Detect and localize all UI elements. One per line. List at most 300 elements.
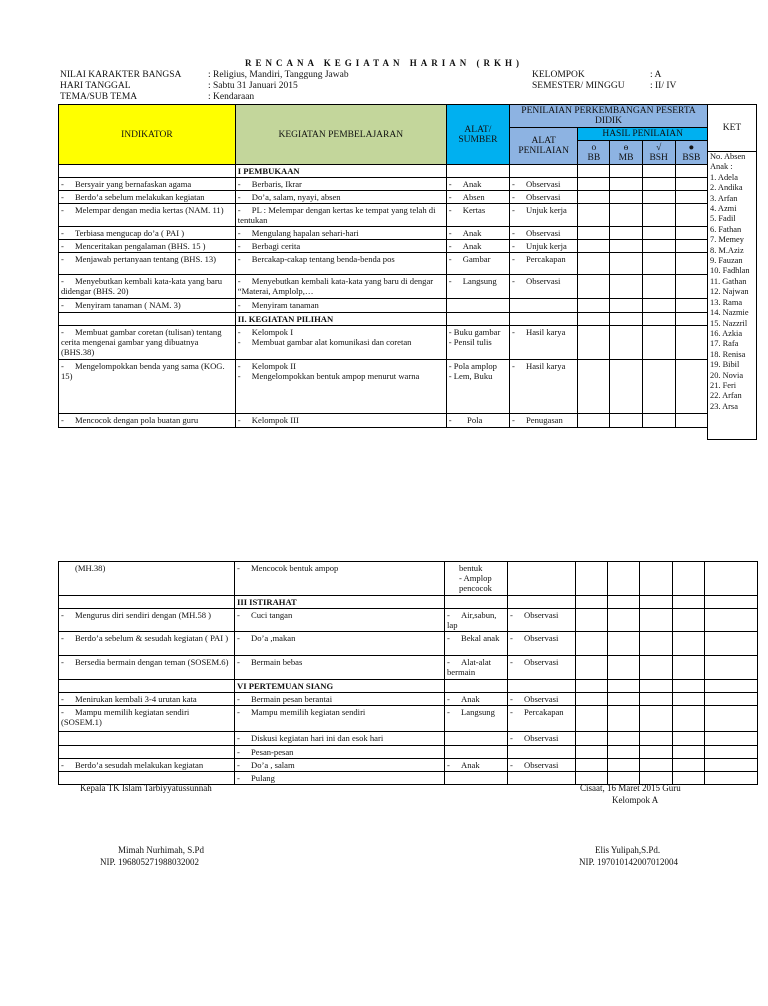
table-row [59,609,758,632]
score-cell[interactable] [578,227,610,240]
score-cell[interactable] [610,191,642,204]
score-cell[interactable] [642,326,675,360]
penilaian-cell: - Observasi [508,732,576,746]
kegiatan-cell-text: Berbaris, Ikrar [251,179,302,189]
alat-cell-text: Absen [462,192,485,202]
table-row [59,656,758,680]
score-bb [578,141,610,165]
kegiatan-cell: - Cuci tangan [235,609,445,632]
penilaian-cell-text: Percakapan [524,707,564,717]
table-row [59,562,758,596]
score-cell[interactable] [610,313,642,326]
score-cell[interactable] [608,680,640,693]
penilaian-cell-text: Hasil karya [526,361,566,371]
score-cell[interactable] [642,253,675,275]
table-row [59,227,708,240]
score-cell[interactable] [576,693,608,706]
kegiatan-cell: - Mengulang hapalan sehari-hari [235,227,446,240]
score-cell[interactable] [576,746,608,759]
kelompok-label: Kelompok I [251,327,294,337]
table-row [59,706,758,732]
kegiatan-cell-text: Mengulang hapalan sehari-hari [251,228,359,238]
score-cell[interactable] [642,204,675,227]
alat-cell-text: Anak [462,228,482,238]
score-cell[interactable] [675,299,707,313]
indikator-cell: - Mampu memilih kegiatan sendiri (SOSEM.1) [59,706,235,732]
score-cell[interactable] [576,732,608,746]
penilaian-cell: - Observasi [510,227,578,240]
kegiatan-cell-text: Berbagi cerita [251,241,301,251]
indikator-cell: - Menceritakan pengalaman (BHS. 15 ) [59,240,236,253]
score-cell[interactable] [640,562,673,596]
score-cell[interactable] [608,746,640,759]
student-entry: 11. Gathan [710,276,747,286]
score-cell[interactable] [576,632,608,656]
info-left [60,70,349,103]
penilaian-cell [508,772,576,785]
header-alat-penilaian: ALAT PENILAIAN [510,128,578,165]
kegiatan-cell: - Bermain pesan berantai [235,693,445,706]
table-row [59,326,708,360]
score-symbol: ● [688,142,695,153]
header-ket: KET [707,104,757,152]
penilaian-cell-text: Observasi [524,633,559,643]
score-symbol: o [591,142,597,153]
indikator-cell-text: Bersyair yang bernafaskan agama [75,179,192,189]
rkh-table-2 [58,561,758,785]
score-cell[interactable] [675,275,707,299]
score-label: MB [618,152,634,163]
score-cell[interactable] [675,227,707,240]
student-entry: 19. Bibil [710,360,740,370]
student-entry: 20. Novia [710,370,744,380]
score-cell[interactable] [576,596,608,609]
alat-cell [446,360,509,414]
indikator-cell [59,732,235,746]
score-cell[interactable] [576,680,608,693]
score-cell[interactable] [640,680,673,693]
kegiatan-cell: - Berbaris, Ikrar [235,178,446,191]
student-entry: 7. Memey [710,235,744,245]
indikator-cell: - Menjawab pertanyaan tentang (BHS. 13) [59,253,236,275]
kegiatan-cell-text: Menyebutkan kembali kata-kata yang baru di dengar “Materai, Amplolp,… [237,276,434,296]
table-row [59,732,758,746]
score-cell[interactable] [608,693,640,706]
score-cell[interactable] [610,165,642,178]
info-label: KELOMPOK [532,70,585,80]
info-value: : Kendaraan [208,92,255,102]
ket-cell [705,562,758,596]
score-cell[interactable] [608,706,640,732]
kegiatan-cell: - Diskusi kegiatan hari ini dan esok hari [235,732,445,746]
student-entry: 2. Andika [710,183,743,193]
score-cell[interactable] [610,360,642,414]
score-mb [610,141,642,165]
score-cell[interactable] [608,596,640,609]
score-cell[interactable] [673,693,705,706]
kegiatan-cell-text: Bercakap-cakap tentang benda-benda pos [251,254,395,264]
score-cell[interactable] [578,240,610,253]
score-cell[interactable] [610,326,642,360]
indikator-cell: - Bersyair yang bernafaskan agama [59,178,236,191]
indikator-cell: - Mengelompokkan benda yang sama (KOG. 15) [59,360,236,414]
kegiatan-cell-text: Do’a ,makan [251,633,296,643]
kegiatan-cell-text: Do’a, salam, nyayi, absen [251,192,341,202]
score-bsh [642,141,675,165]
indikator-cell-text: Terbiasa mengucap do’a ( PAI ) [75,228,185,238]
section-pertemuan-siang: VI PERTEMUAN SIANG [235,680,445,693]
penilaian-cell-text: Observasi [526,192,561,202]
penilaian-cell: - Hasil karya [510,360,578,414]
penilaian-cell: - Observasi [508,632,576,656]
score-cell[interactable] [675,313,707,326]
score-cell[interactable] [608,609,640,632]
score-cell[interactable] [675,360,707,414]
table-row [59,414,708,428]
header-hasil-penilaian: HASIL PENILAIAN [578,128,708,141]
score-cell[interactable] [610,204,642,227]
rkh-table-1 [58,104,708,428]
score-cell[interactable] [673,596,705,609]
table-row [59,360,708,414]
alat-cell-text: Anak [462,241,482,251]
indikator-cell-text: Melempar dengan media kertas (NAM. 11) [75,205,224,215]
ket-cell [705,746,758,759]
headmaster-title: Kepala TK Islam Tarbiyyatussunnah [80,783,212,793]
kegiatan-cell-text: Cuci tangan [251,610,293,620]
alat-cell: - Bekal anak [445,632,508,656]
kegiatan-cell: - Kelompok I - Membuat gambar alat komunikasi dan coretan [235,326,446,360]
kegiatan-cell-text: Pulang [251,773,275,783]
ket-cell [705,772,758,785]
score-cell[interactable] [675,253,707,275]
score-cell[interactable] [673,759,705,772]
alat-cell: - Anak [445,693,508,706]
indikator-cell [59,746,235,759]
score-cell[interactable] [578,360,610,414]
alat-cell-text: Bekal anak [461,633,500,643]
indikator-cell: (MH.38) [59,562,235,596]
alat-cell: - Langsung [445,706,508,732]
table-row [59,178,708,191]
kegiatan-text: Membuat gambar alat komunikasi dan coretan [251,337,412,347]
penilaian-cell: - Unjuk kerja [510,240,578,253]
info-value: : Sabtu 31 Januari 2015 [208,81,298,91]
kegiatan-cell: - Mencocok bentuk ampop [235,562,445,596]
score-cell[interactable] [640,609,673,632]
kegiatan-cell: - PL : Melempar dengan kertas ke tempat yang telah di tentukan [235,204,446,227]
indikator-cell: - Berdo’a sebelum & sesudah kegiatan ( PAI ) [59,632,235,656]
student-entry: 10. Fadhlan [710,266,750,276]
score-cell[interactable] [608,562,640,596]
score-symbol: √ [656,142,662,153]
score-cell[interactable] [608,732,640,746]
info-label: NILAI KARAKTER BANGSA [60,70,182,80]
alat-cell-text: Langsung [462,276,497,286]
student-entry: 1. Adela [710,172,738,182]
ket-cell [705,656,758,680]
headmaster-nip: NIP. 196805271988032002 [100,857,200,867]
penilaian-cell-text: Unjuk kerja [526,241,567,251]
header-indikator: INDIKATOR [59,105,236,165]
alat-cell [445,746,508,759]
info-label: TEMA/SUB TEMA [60,92,138,102]
score-cell[interactable] [673,680,705,693]
score-cell[interactable] [576,609,608,632]
ket-heading: No. Absen Anak : [710,152,746,172]
indikator-cell-text: Mampu memilih kegiatan sendiri (SOSEM.1) [61,707,190,727]
alat-cell: - Kertas [446,204,509,227]
score-cell[interactable] [673,656,705,680]
score-cell[interactable] [578,178,610,191]
penilaian-cell-text: Unjuk kerja [526,205,567,215]
penilaian-cell-text: Observasi [526,179,561,189]
score-cell[interactable] [578,204,610,227]
score-cell[interactable] [673,732,705,746]
table-row [59,253,708,275]
score-label: BSH [649,152,668,163]
indikator-cell-text: Menyiram tanaman ( NAM. 3) [75,300,181,310]
score-cell[interactable] [640,596,673,609]
alat-cell [446,326,509,360]
alat-cell-text: Anak [461,694,480,704]
header-kegiatan: KEGIATAN PEMBELAJARAN [235,105,446,165]
score-symbol: ɵ [623,142,629,153]
score-cell[interactable] [640,656,673,680]
alat-cell: - Anak [446,178,509,191]
score-cell[interactable] [576,706,608,732]
score-cell[interactable] [578,313,610,326]
penilaian-cell-text: Penugasan [526,415,563,425]
indikator-cell-text: Berdo’a sebelum melakukan kegiatan [75,192,205,202]
teacher-nip: NIP. 197010142007012004 [579,857,679,867]
score-cell[interactable] [675,204,707,227]
document-title: RENCANA KEGIATAN HARIAN (RKH) [245,58,523,68]
penilaian-cell: - Observasi [510,275,578,299]
score-cell[interactable] [576,562,608,596]
score-cell[interactable] [673,609,705,632]
student-entry: 6. Fathan [710,224,742,234]
score-cell[interactable] [673,706,705,732]
alat-cell-text: Pola [467,415,483,425]
kegiatan-cell: - Bercakap-cakap tentang benda-benda pos [235,253,446,275]
score-cell[interactable] [675,326,707,360]
indikator-cell-text: Menirukan kembali 3-4 urutan kata [75,694,197,704]
kegiatan-cell-text: Bermain bebas [251,657,303,667]
kegiatan-cell-text: Pesan-pesan [251,747,294,757]
table-row [59,275,708,299]
score-cell[interactable] [642,313,675,326]
kegiatan-cell-text: PL : Melempar dengan kertas ke tempat yang telah di tentukan [237,205,436,225]
score-cell[interactable] [673,562,705,596]
student-entry: 5. Fadil [710,214,736,224]
penilaian-cell: - Observasi [508,609,576,632]
score-bsb [675,141,707,165]
penilaian-cell: - Hasil karya [510,326,578,360]
indikator-cell: - Menirukan kembali 3-4 urutan kata [59,693,235,706]
kelompok-label: Kelompok III [251,415,299,425]
indikator-cell-text: Menjawab pertanyaan tentang (BHS. 13) [75,254,217,264]
indikator-cell: - Terbiasa mengucap do’a ( PAI ) [59,227,236,240]
penilaian-cell-text: Percakapan [526,254,566,264]
alat-cell-text: - Buku gambar - Pensil tulis [448,327,501,347]
score-cell[interactable] [640,732,673,746]
score-label: BB [587,152,601,163]
penilaian-cell-text: Hasil karya [526,327,566,337]
score-cell[interactable] [610,253,642,275]
penilaian-cell: - Observasi [510,191,578,204]
score-cell[interactable] [608,632,640,656]
table-row [59,299,708,313]
indikator-cell: - Bersedia bermain dengan teman (SOSEM.6) [59,656,235,680]
header-alat-sumber: ALAT/ SUMBER [446,105,509,165]
score-cell[interactable] [675,414,707,428]
kegiatan-cell-text: Bermain pesan berantai [251,694,333,704]
score-cell[interactable] [642,414,675,428]
score-cell[interactable] [642,299,675,313]
penilaian-cell [510,299,578,313]
table-row [59,191,708,204]
alat-cell: - Langsung [446,275,509,299]
indikator-cell-text: Membuat gambar coretan (tulisan) tentang cerita mengenai gambar yang dibuatnya (BHS.38) [61,327,222,357]
student-entry: 9. Fauzan [710,256,743,266]
score-cell[interactable] [675,165,707,178]
student-entry: 8. M.Aziz [710,245,744,255]
alat-cell-text: Anak [461,760,480,770]
score-cell[interactable] [578,275,610,299]
teacher-title-1: Cisaat, 16 Maret 2015 Guru [580,783,681,793]
info-value: : II/ IV [650,81,677,91]
kegiatan-cell: - Menyiram tanaman [235,299,446,313]
score-cell[interactable] [642,227,675,240]
score-cell[interactable] [675,178,707,191]
score-cell[interactable] [578,299,610,313]
kegiatan-cell: - Do’a , salam [235,759,445,772]
score-cell[interactable] [578,326,610,360]
alat-cell-text: - Pola amplop - Lem, Buku [448,361,497,381]
penilaian-cell: - Observasi [508,693,576,706]
kelompok-label: Kelompok II [251,361,296,371]
score-cell[interactable] [610,275,642,299]
score-cell[interactable] [578,253,610,275]
penilaian-cell-text: Observasi [524,694,559,704]
table-row [59,746,758,759]
indikator-cell: - Melempar dengan media kertas (NAM. 11) [59,204,236,227]
indikator-cell: - Menyebutkan kembali kata-kata yang baru didengar (BHS. 20) [59,275,236,299]
indikator-cell-text: Mengurus diri sendiri dengan (MH.58 ) [75,610,212,620]
kegiatan-cell: - Menyebutkan kembali kata-kata yang baru di dengar “Materai, Amplolp,… [235,275,446,299]
score-cell[interactable] [610,414,642,428]
score-cell[interactable] [673,746,705,759]
alat-cell: - Alat-alat bermain [445,656,508,680]
student-entry: 12. Najwan [710,287,749,297]
student-entry: 18. Renisa [710,349,746,359]
penilaian-cell: - Observasi [508,759,576,772]
student-entry: 17. Rafa [710,339,739,349]
alat-cell: - Anak [445,759,508,772]
penilaian-cell: - Percakapan [508,706,576,732]
score-cell[interactable] [608,656,640,680]
table-row [59,759,758,772]
ket-student-list [707,151,757,440]
ket-cell [705,732,758,746]
score-cell[interactable] [578,191,610,204]
ket-cell [705,632,758,656]
score-cell[interactable] [675,240,707,253]
kegiatan-text: Mencocok bentuk ampop [251,563,339,573]
indikator-cell: - Berdo’a sebelum melakukan kegiatan [59,191,236,204]
score-cell[interactable] [640,759,673,772]
score-cell[interactable] [642,191,675,204]
kegiatan-cell: - Pulang [235,772,445,785]
kegiatan-cell: - Kelompok III [235,414,446,428]
penilaian-cell [508,746,576,759]
indikator-cell: - Mencocok dengan pola buatan guru [59,414,236,428]
score-cell[interactable] [642,178,675,191]
score-cell[interactable] [578,414,610,428]
kegiatan-cell: - Kelompok II - Mengelompokkan bentuk ampop menurut warna [235,360,446,414]
score-cell[interactable] [610,299,642,313]
kegiatan-cell-text: Mampu memilih kegiatan sendiri [251,707,366,717]
info-value: : A [650,70,662,80]
section-pembukaan: I PEMBUKAAN [235,165,446,178]
header-penilaian-perkembangan: PENILAIAN PERKEMBANGAN PESERTA DIDIK [510,105,708,128]
alat-cell-text: Langsung [461,707,495,717]
score-cell[interactable] [640,693,673,706]
section-pilihan: II. KEGIATAN PILIHAN [235,313,446,326]
kegiatan-cell: - Pesan-pesan [235,746,445,759]
indikator-cell-text: Mengelompokkan benda yang sama (KOG. 15) [61,361,225,381]
score-cell[interactable] [610,227,642,240]
penilaian-cell-text: Observasi [524,733,559,743]
score-cell[interactable] [642,360,675,414]
student-entry: 14. Nazmie [710,308,749,318]
info-label: HARI TANGGAL [60,81,131,91]
score-cell[interactable] [576,656,608,680]
score-cell[interactable] [640,706,673,732]
score-cell[interactable] [610,240,642,253]
score-cell[interactable] [642,165,675,178]
info-label: SEMESTER/ MINGGU [532,81,625,91]
indikator-cell-text: Menyebutkan kembali kata-kata yang baru didengar (BHS. 20) [61,276,222,296]
student-entry: 13. Rama [710,297,743,307]
penilaian-cell: - Unjuk kerja [510,204,578,227]
penilaian-cell-text: Observasi [524,760,559,770]
student-entry: 21. Feri [710,380,737,390]
score-cell[interactable] [608,759,640,772]
score-cell[interactable] [576,759,608,772]
penilaian-cell-text: Observasi [526,228,561,238]
alat-cell: bentuk - Amplop pencocok [445,562,508,596]
score-cell[interactable] [610,178,642,191]
score-cell[interactable] [640,746,673,759]
indikator-cell: - Membuat gambar coretan (tulisan) tentang cerita mengenai gambar yang dibuatnya (BHS.38) [59,326,236,360]
indikator-cell: - Mengurus diri sendiri dengan (MH.58 ) [59,609,235,632]
info-right [532,70,676,92]
indikator-cell-text: Berdo’a sebelum & sesudah kegiatan ( PAI ) [75,633,229,643]
score-cell[interactable] [640,632,673,656]
indikator-cell-text: Mencocok dengan pola buatan guru [75,415,199,425]
score-cell[interactable] [578,165,610,178]
ket-cell [705,693,758,706]
score-cell[interactable] [675,191,707,204]
alat-cell: - Air,sabun, lap [445,609,508,632]
score-cell[interactable] [673,632,705,656]
score-cell[interactable] [642,240,675,253]
penilaian-cell-text: Observasi [524,610,559,620]
student-entry: 4. Azmi [710,204,737,214]
score-cell[interactable] [642,275,675,299]
